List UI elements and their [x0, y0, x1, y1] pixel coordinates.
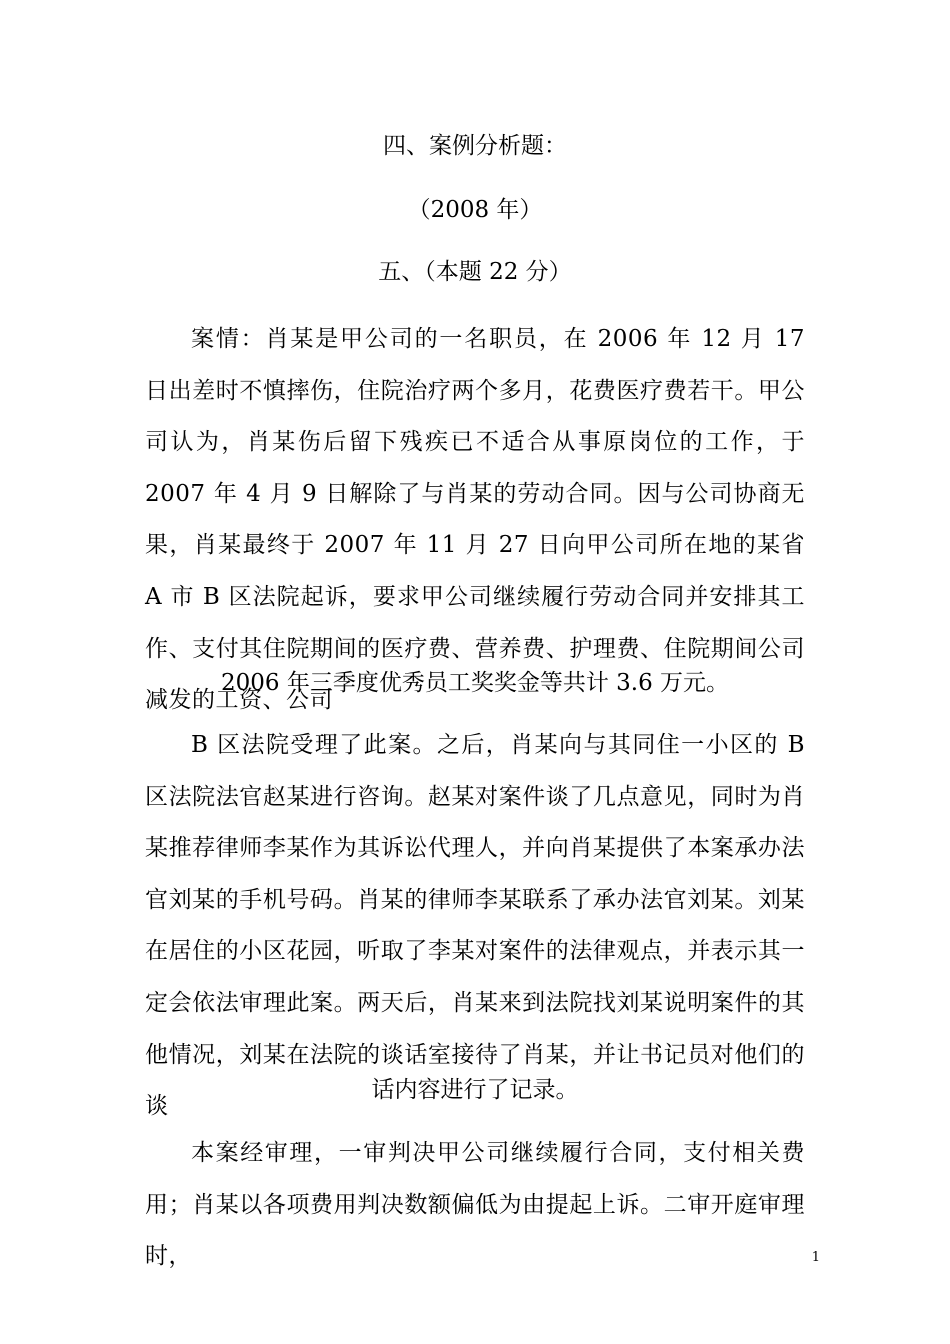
section-title: 四、案例分析题：: [383, 133, 567, 159]
page-number: 1: [811, 1250, 820, 1265]
paragraph-text: B 区法院受理了此案。之后，肖某向与其同住一小区的 B 区法院法官赵某进行咨询。赵某对案件谈了几点意见，同时为肖某推荐律师李某作为其诉讼代理人，并向肖某提供了本案承办法官刘某的手机号码。肖某的律师李某联系了承办法官刘某。刘某在居住的小区花园，听取了李某对案件的法律观点，并表示其一定会依法审理此案。两天后，肖某来到法院找刘某说明案件的其他情况，刘某在法院的谈话室接待了肖某，并让书记员对他们的谈: [145, 732, 805, 1120]
year-heading: （2008 年）: [407, 197, 543, 223]
paragraph-text: 案情：肖某是甲公司的一名职员，在 2006 年 12 月 17 日出差时不慎摔伤，住院治疗两个多月，花费医疗费若干。甲公司认为，肖某伤后留下残疾已不适合从事原岗位的工作，于 2007 年 4 月 9 日解除了与肖某的劳动合同。因与公司协商无果，肖某最终于 2007 年 11 月 27 日向甲公司所在地的某省 A 市 B 区法院起诉，要求甲公司继续履行劳动合同并安排其工作、支付其住院期间的医疗费、营养费、护理费、住院期间公司减发的工资、公司: [145, 326, 805, 714]
paragraph-last-line: 话内容进行了记录。: [371, 1077, 579, 1103]
question-title: 五、（本题 22 分）: [378, 259, 572, 285]
paragraph-court-consultation: [145, 720, 805, 1133]
paragraph-last-line: 2006 年三季度优秀员工奖奖金等共计 3.6 万元。: [220, 670, 730, 696]
paragraph-case-facts: [145, 314, 805, 727]
paragraph-trial: [145, 1128, 805, 1283]
paragraph-text: 本案经审理，一审判决甲公司继续履行合同，支付相关费用；肖某以各项费用判决数额偏低为由提起上诉。二审开庭审理时，: [145, 1140, 805, 1270]
